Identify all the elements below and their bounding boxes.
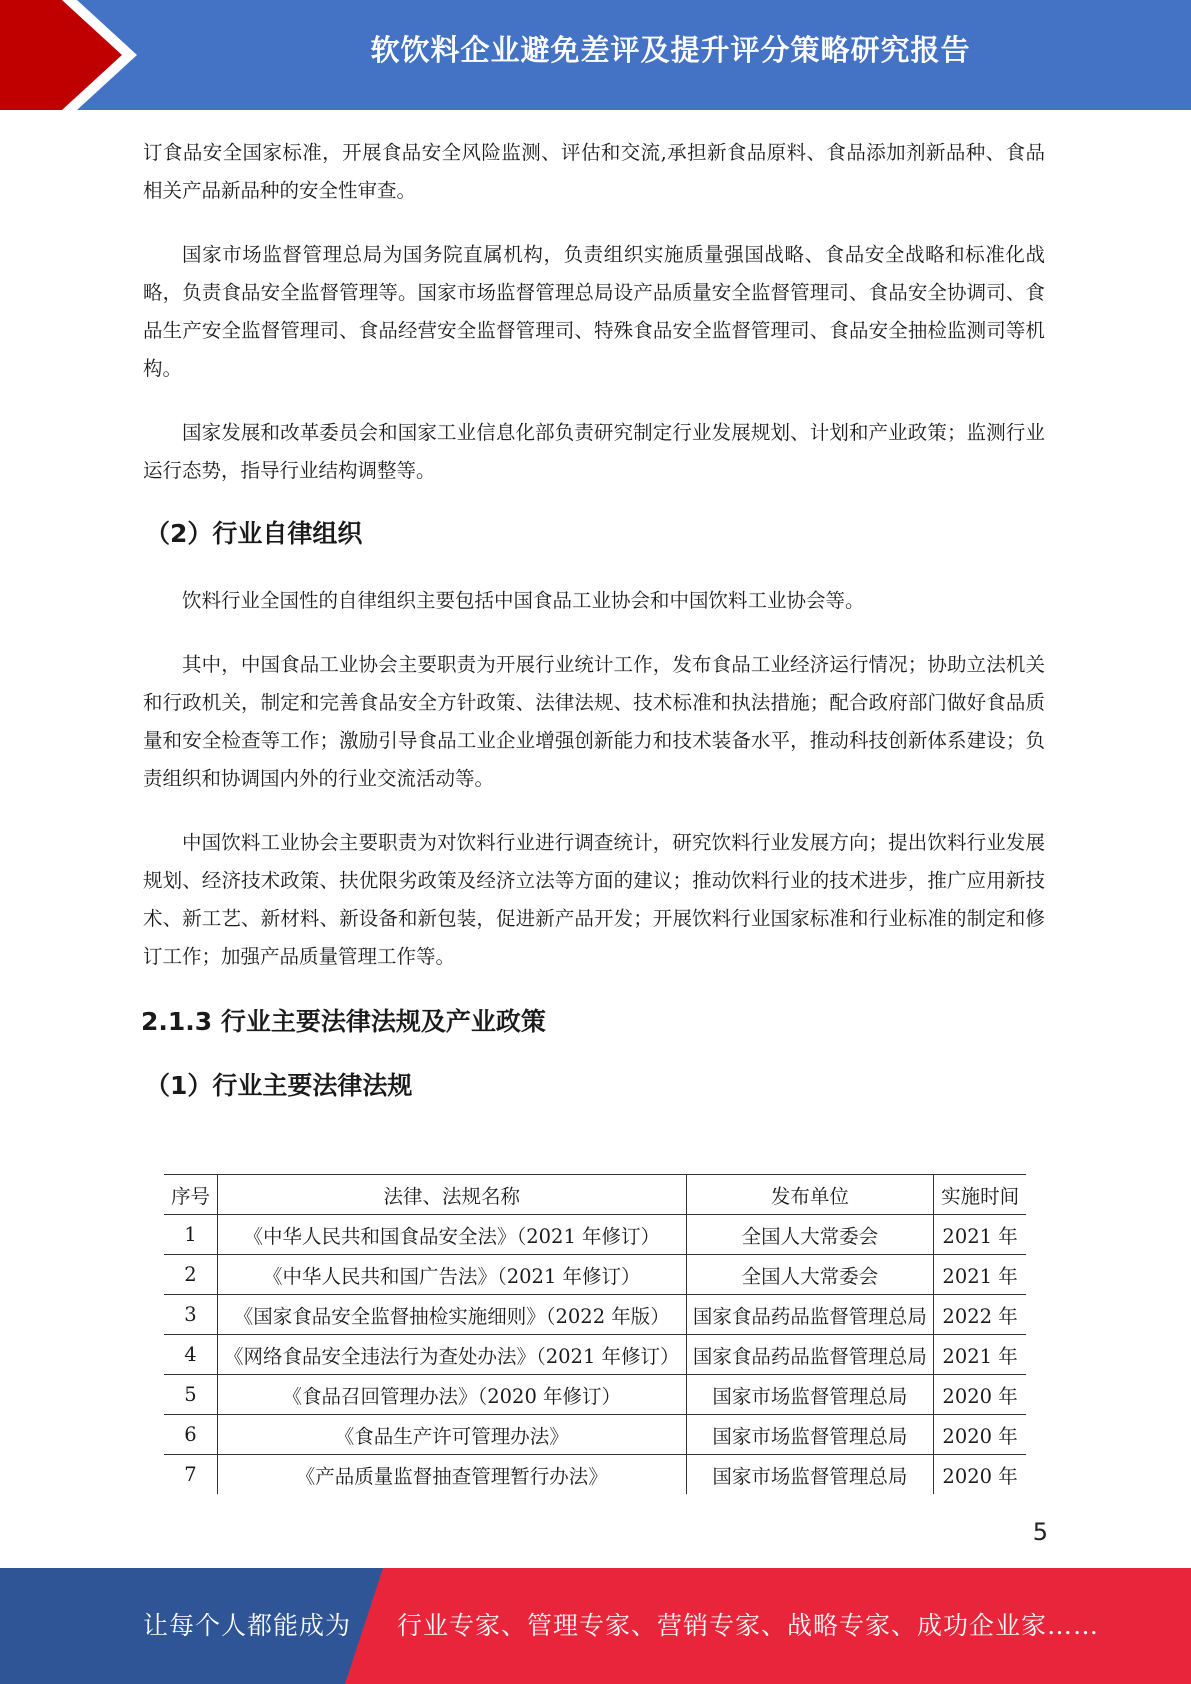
page-header — [0, 0, 1191, 110]
paragraph: 国家市场监督管理总局为国务院直属机构，负责组织实施质量强国战略、食品安全战略和标准化战略，负责食品安全监督管理等。国家市场监督管理总局设产品质量安全监督管理司、食品安全协调司、食品生产安全监督管理司、食品经营安全监督管理司、特殊食品安全监督管理司、食品安全抽检监测司等机构。 — [143, 243, 1045, 380]
column-header-index: 序号 — [164, 1175, 217, 1215]
cell-issuer: 国家市场监督管理总局 — [686, 1375, 934, 1415]
main-content — [143, 134, 1045, 1134]
cell-index: 5 — [164, 1375, 217, 1415]
cell-index: 4 — [164, 1335, 217, 1375]
subsection-heading-self-regulation: （2）行业自律组织 — [145, 519, 363, 548]
column-header-effective-date: 实施时间 — [934, 1175, 1026, 1215]
cell-issuer: 国家市场监督管理总局 — [686, 1415, 934, 1455]
cell-index: 1 — [164, 1215, 217, 1255]
cell-effective-date: 2022 年 — [934, 1295, 1026, 1335]
paragraph: 中国饮料工业协会主要职责为对饮料行业进行调查统计，研究饮料行业发展方向；提出饮料行业发展规划、经济技术政策、扶优限劣政策及经济立法等方面的建议；推动饮料行业的技术进步，推广应用新技术、新工艺、新材料、新设备和新包装，促进新产品开发；开展饮料行业国家标准和行业标准的制定和修订工作；加强产品质量管理工作等。 — [143, 831, 1045, 968]
page-footer — [0, 1568, 1191, 1684]
column-header-issuer: 发布单位 — [686, 1175, 934, 1215]
cell-issuer: 国家食品药品监督管理总局 — [686, 1335, 934, 1375]
table-row — [164, 1415, 1026, 1455]
cell-law-name: 《中华人民共和国食品安全法》（2021 年修订） — [217, 1215, 686, 1255]
report-title: 软饮料企业避免差评及提升评分策略研究报告 — [370, 33, 971, 67]
footer-slogan-left: 让每个人都能成为 — [143, 1611, 352, 1640]
paragraph: 饮料行业全国性的自律组织主要包括中国食品工业协会和中国饮料工业协会等。 — [182, 589, 865, 612]
paragraph: 其中，中国食品工业协会主要职责为开展行业统计工作，发布食品工业经济运行情况；协助立法机关和行政机关，制定和完善食品安全方针政策、法律法规、技术标准和执法措施；配合政府部门做好食品质量和安全检查等工作；激励引导食品工业企业增强创新能力和技术装备水平，推动科技创新体系建设；负责组织和协调国内外的行业交流活动等。 — [143, 653, 1045, 790]
cell-issuer: 全国人大常委会 — [686, 1255, 934, 1295]
cell-effective-date: 2020 年 — [934, 1455, 1026, 1495]
table-row — [164, 1375, 1026, 1415]
cell-law-name: 《中华人民共和国广告法》（2021 年修订） — [217, 1255, 686, 1295]
page-number: 5 — [1032, 1518, 1048, 1546]
cell-law-name: 《网络食品安全违法行为查处办法》（2021 年修订） — [217, 1335, 686, 1375]
table-header-row — [164, 1175, 1026, 1215]
table-row — [164, 1335, 1026, 1375]
header-arrow-decoration — [0, 0, 160, 110]
cell-issuer: 国家市场监督管理总局 — [686, 1455, 934, 1495]
table-row — [164, 1295, 1026, 1335]
footer-slogan-right: 行业专家、管理专家、营销专家、战略专家、成功企业家…… — [397, 1611, 1100, 1640]
paragraph: 订食品安全国家标准，开展食品安全风险监测、评估和交流,承担新食品原料、食品添加剂新品种、食品相关产品新品种的安全性审查。 — [143, 141, 1045, 202]
paragraph: 国家发展和改革委员会和国家工业信息化部负责研究制定行业发展规划、计划和产业政策；监测行业运行态势，指导行业结构调整等。 — [143, 421, 1045, 482]
cell-effective-date: 2021 年 — [934, 1215, 1026, 1255]
table-row — [164, 1215, 1026, 1255]
cell-effective-date: 2020 年 — [934, 1415, 1026, 1455]
section-heading-laws-and-policies: 2.1.3 行业主要法律法规及产业政策 — [141, 1007, 546, 1036]
laws-table — [164, 1174, 1026, 1494]
cell-index: 6 — [164, 1415, 217, 1455]
cell-law-name: 《产品质量监督抽查管理暂行办法》 — [217, 1455, 686, 1495]
table-row — [164, 1255, 1026, 1295]
cell-effective-date: 2021 年 — [934, 1255, 1026, 1295]
cell-law-name: 《食品生产许可管理办法》 — [217, 1415, 686, 1455]
cell-law-name: 《国家食品安全监督抽检实施细则》（2022 年版） — [217, 1295, 686, 1335]
cell-issuer: 全国人大常委会 — [686, 1215, 934, 1255]
subsection-heading-laws: （1）行业主要法律法规 — [145, 1071, 413, 1100]
cell-index: 2 — [164, 1255, 217, 1295]
cell-issuer: 国家食品药品监督管理总局 — [686, 1295, 934, 1335]
cell-index: 3 — [164, 1295, 217, 1335]
cell-index: 7 — [164, 1455, 217, 1495]
column-header-law-name: 法律、法规名称 — [217, 1175, 686, 1215]
cell-effective-date: 2020 年 — [934, 1375, 1026, 1415]
table-row — [164, 1455, 1026, 1495]
cell-law-name: 《食品召回管理办法》（2020 年修订） — [217, 1375, 686, 1415]
cell-effective-date: 2021 年 — [934, 1335, 1026, 1375]
